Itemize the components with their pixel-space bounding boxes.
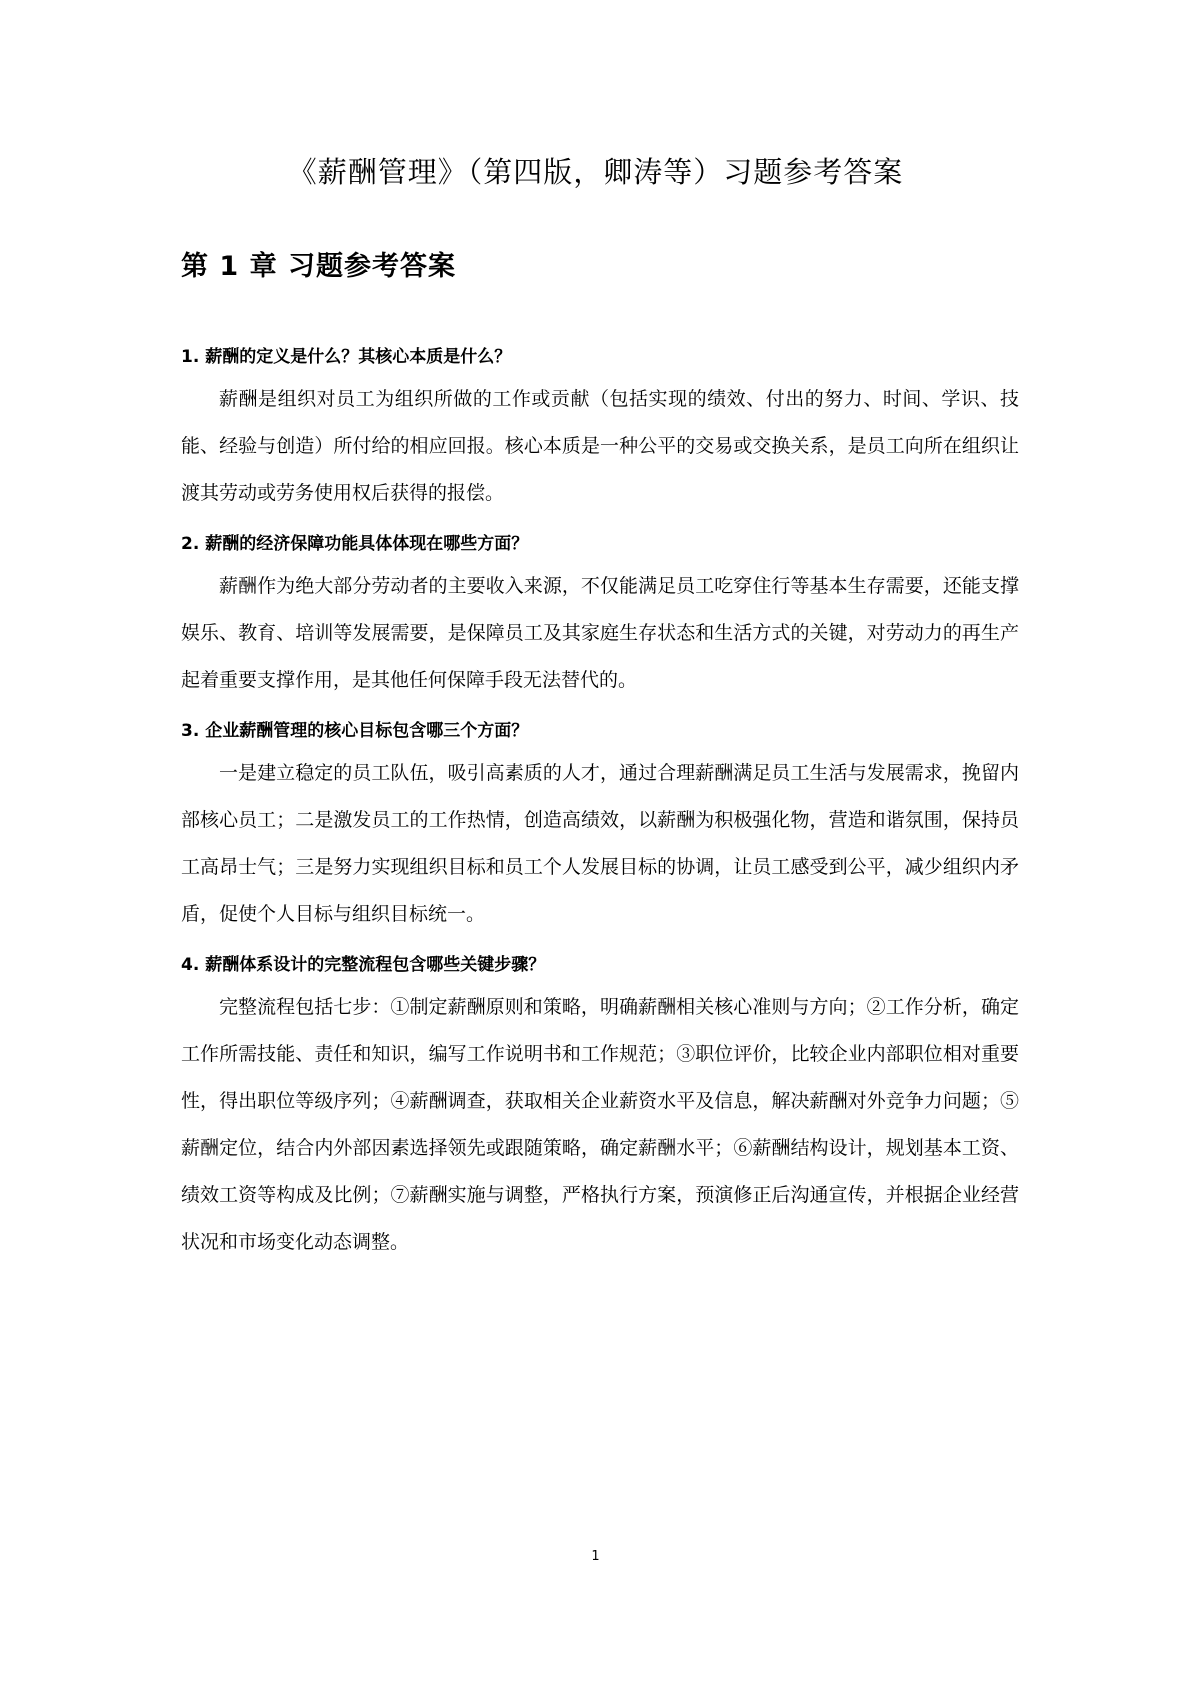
- page-number: 1: [591, 1549, 600, 1564]
- question-heading: 3. 企业薪酬管理的核心目标包含哪三个方面？: [181, 721, 529, 741]
- qa-item-3: [181, 712, 1019, 938]
- question-heading: 1. 薪酬的定义是什么？其核心本质是什么？: [181, 347, 512, 367]
- document-body: [181, 338, 1019, 1274]
- answer-paragraph: 薪酬是组织对员工为组织所做的工作或贡献（包括实现的绩效、付出的努力、时间、学识、技能、经验与创造）所付给的相应回报。核心本质是一种公平的交易或交换关系，是员工向所在组织让渡其劳动或劳务使用权后获得的报偿。: [181, 388, 1019, 504]
- qa-item-4: [181, 946, 1019, 1266]
- document-title: 《薪酬管理》（第四版，卿涛等）习题参考答案: [287, 155, 904, 189]
- answer-paragraph: 完整流程包括七步：①制定薪酬原则和策略，明确薪酬相关核心准则与方向；②工作分析，确定工作所需技能、责任和知识，编写工作说明书和工作规范；③职位评价，比较企业内部职位相对重要性，得出职位等级序列；④薪酬调查，获取相关企业薪资水平及信息，解决薪酬对外竞争力问题；⑤薪酬定位，结合内外部因素选择领先或跟随策略，确定薪酬水平；⑥薪酬结构设计，规划基本工资、绩效工资等构成及比例；⑦薪酬实施与调整，严格执行方案，预演修正后沟通宣传，并根据企业经营状况和市场变化动态调整。: [181, 996, 1019, 1253]
- answer-paragraph: 一是建立稳定的员工队伍，吸引高素质的人才，通过合理薪酬满足员工生活与发展需求，挽留内部核心员工；二是激发员工的工作热情，创造高绩效，以薪酬为积极强化物，营造和谐氛围，保持员工高昂士气；三是努力实现组织目标和员工个人发展目标的协调，让员工感受到公平，减少组织内矛盾，促使个人目标与组织目标统一。: [181, 762, 1019, 925]
- qa-item-2: [181, 525, 1019, 704]
- qa-item-1: [181, 338, 1019, 517]
- chapter-title: 第 1 章 习题参考答案: [181, 251, 456, 282]
- answer-paragraph: 薪酬作为绝大部分劳动者的主要收入来源，不仅能满足员工吃穿住行等基本生存需要，还能支撑娱乐、教育、培训等发展需要，是保障员工及其家庭生存状态和生活方式的关键，对劳动力的再生产起着重要支撑作用，是其他任何保障手段无法替代的。: [181, 575, 1019, 691]
- question-heading: 2. 薪酬的经济保障功能具体体现在哪些方面？: [181, 534, 529, 554]
- question-heading: 4. 薪酬体系设计的完整流程包含哪些关键步骤？: [181, 955, 546, 975]
